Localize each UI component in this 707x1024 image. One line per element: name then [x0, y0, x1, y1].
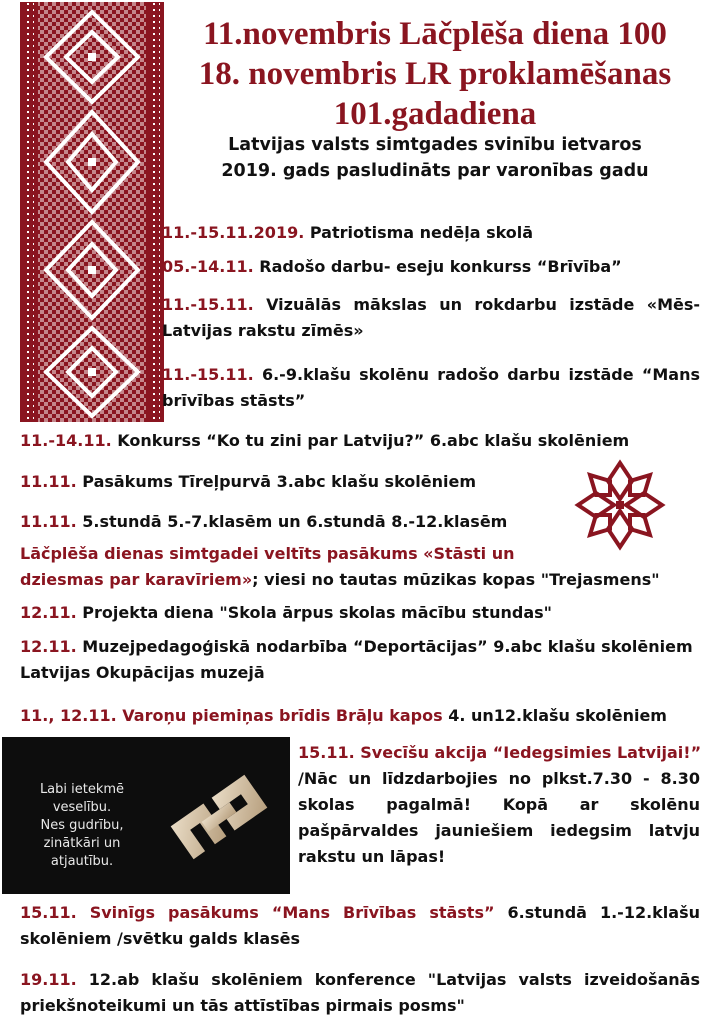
event-date: 05.-14.11. — [162, 257, 254, 276]
event-date: 12.11. — [20, 603, 77, 622]
event-6 — [20, 469, 476, 495]
title-line-1: 11.novembris Lāčplēša diena 100 — [203, 16, 667, 52]
event-10 — [20, 634, 693, 686]
event-date: 11., 12.11. — [20, 706, 117, 725]
event-text: Projekta diena "Skola ārpus skolas mācību stundas" — [82, 603, 552, 622]
event-text-continued: priekšnoteikumi un tās attīstības pirmais posms" — [20, 996, 465, 1015]
subtitle-line-2: 2019. gads pasludināts par varonības gadu — [221, 161, 649, 181]
event-text: Pasākums Tīreļpurvā 3.abc klašu skolēniem — [82, 472, 477, 491]
event-12 — [298, 740, 700, 870]
event-text: 4. un12.klašu skolēniem — [442, 706, 667, 725]
title-line-3: 101.gadadiena — [333, 96, 537, 132]
event-highlight: Varoņu piemiņas brīdis Brāļu kapos — [122, 706, 443, 725]
event-7 — [20, 509, 507, 535]
ornament-lamp-image — [154, 747, 284, 887]
ornament-band — [20, 2, 164, 422]
event-text: skolas pagalmā! Kopā ar skolēnu — [298, 795, 700, 814]
event-highlight-continued: dziesmas par karavīriem» — [20, 570, 253, 589]
event-4 — [162, 362, 700, 414]
event-11 — [20, 703, 667, 729]
event-highlight: Lāčplēša dienas simtgadei veltīts pasākums «Stāsti un — [20, 544, 515, 563]
event-date: 11.-15.11.2019. — [162, 223, 305, 242]
event-text: Patriotisma nedēļa skolā — [309, 223, 534, 242]
event-date: 15.11. — [298, 743, 355, 762]
event-date: 11.-15.11. — [162, 365, 254, 384]
event-text-continued: skolēniem /svētku galds klasēs — [20, 929, 301, 948]
caption-line: Nes gudrību, — [40, 818, 124, 833]
event-2 — [162, 254, 622, 280]
event-text: ; viesi no tautas mūzikas kopas "Trejasmens" — [252, 570, 660, 589]
event-13 — [20, 900, 700, 952]
event-highlight: Svecīšu akcija “Iedegsimies Latvijai!” — [360, 743, 702, 762]
event-3 — [162, 292, 700, 344]
event-date: 11.11. — [20, 512, 77, 531]
event-1 — [162, 220, 533, 246]
event-date: 19.11. — [20, 970, 77, 989]
event-9 — [20, 600, 552, 626]
event-date: 11.-15.11. — [162, 295, 254, 314]
event-text-continued: brīvības stāsts” — [162, 391, 306, 410]
event-date: 11.11. — [20, 472, 77, 491]
event-text: Konkurss “Ko tu zini par Latviju?” 6.abc klašu skolēniem — [117, 431, 630, 450]
event-highlight: Svinīgs pasākums “Mans Brīvības stāsts” — [89, 903, 495, 922]
snowflake-ornament-icon — [570, 455, 670, 555]
caption-line: Labi ietekmē veselību. — [39, 782, 125, 815]
event-8 — [20, 541, 660, 593]
caption-line: zinātkāri un atjautību. — [43, 836, 121, 869]
title-line-2: 18. novembris LR proklamēšanas — [198, 56, 672, 92]
event-text: Muzejpedagoģiskā nodarbība “Deportācijas” 9.abc klašu skolēniem — [76, 637, 693, 656]
event-text: 12.ab klašu skolēniem konference "Latvijas valsts izveidošanās — [88, 970, 700, 989]
lamp-photo — [2, 737, 290, 894]
event-text: /Nāc un līdzdarbojies no plkst.7.30 - 8.30 — [298, 769, 700, 788]
event-5 — [20, 428, 629, 454]
event-text: 6.stundā 1.-12.klašu — [494, 903, 700, 922]
event-date: 11.-14.11. — [20, 431, 112, 450]
event-text-continued: Latvijas Okupācijas muzejā — [20, 663, 265, 682]
event-date: 15.11. — [20, 903, 77, 922]
event-date: 12.11. — [20, 637, 77, 656]
event-text: 5.stundā 5.-7.klasēm un 6.stundā 8.-12.klasēm — [82, 512, 508, 531]
event-text: pašpārvaldes jauniešiem iedegsim latvju — [298, 821, 700, 840]
event-14 — [20, 967, 700, 1019]
event-text: Radošo darbu- eseju konkurss “Brīvība” — [259, 257, 622, 276]
event-text-continued: Latvijas rakstu zīmēs» — [162, 321, 364, 340]
event-text: Vizuālās mākslas un rokdarbu izstāde «Mēs- — [266, 295, 701, 314]
event-text: 6.-9.klašu skolēnu radošo darbu izstāde “Mans — [261, 365, 700, 384]
photo-caption — [12, 781, 152, 871]
subtitle-line-1: Latvijas valsts simtgades svinību ietvaros — [228, 135, 642, 155]
event-text: rakstu un lāpas! — [298, 847, 446, 866]
